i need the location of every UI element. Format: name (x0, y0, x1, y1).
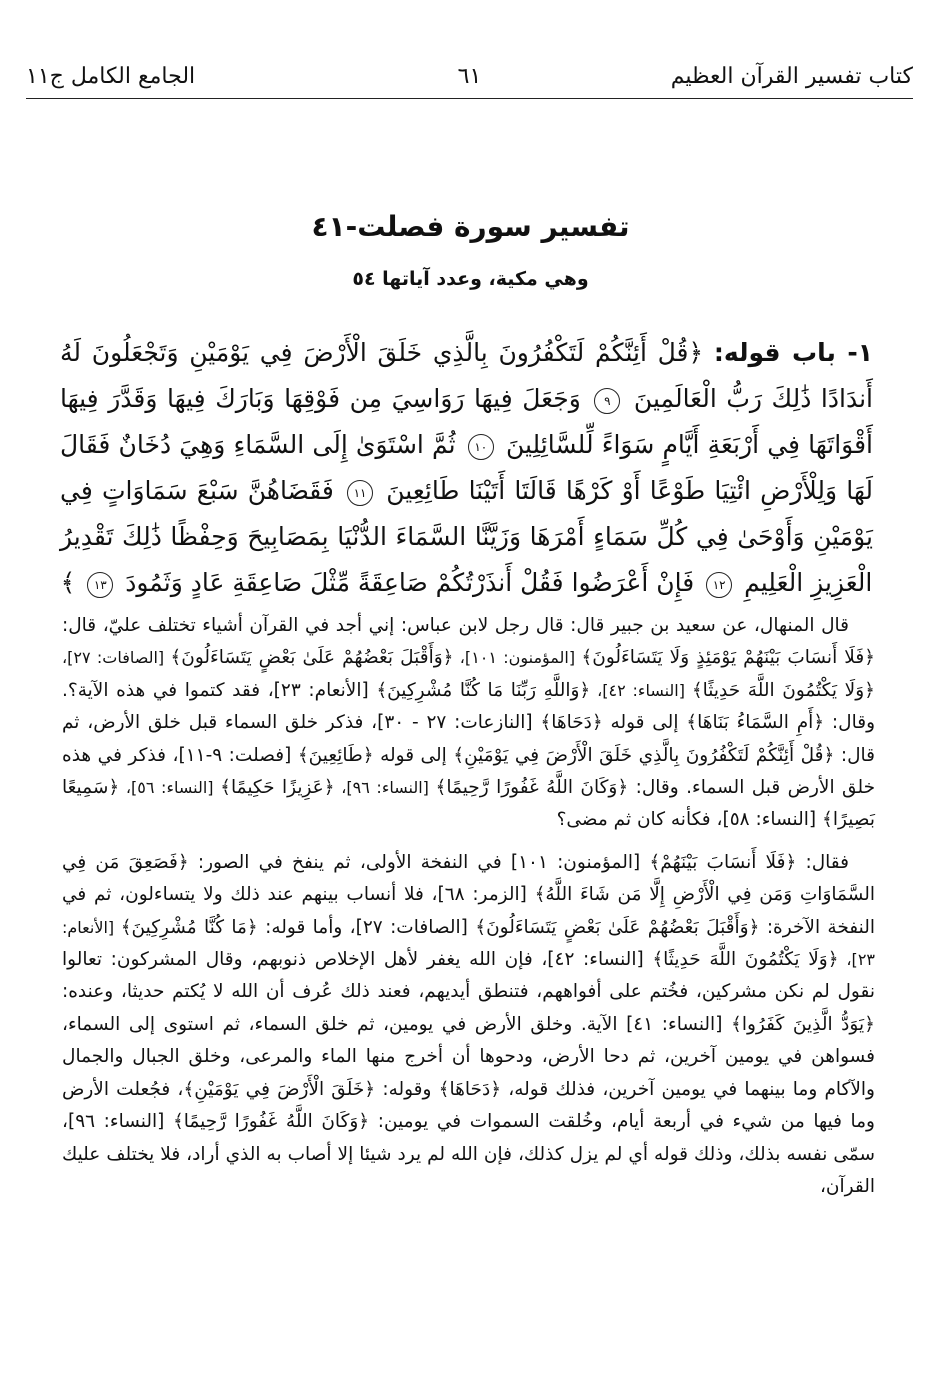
commentary-text: [النساء: ٩٦]، سمّى نفسه بذلك، وذلك قوله أي لم يزل كذلك، فإن الله لم يرد شيئا إلا أصاب به الذي أراد، فلا يختلف عليك القرآن، (62, 1111, 875, 1197)
commentary-text: [النساء: ٩٦]، (334, 778, 436, 798)
quran-quote: ﴿فَلَا أَنسَابَ بَيْنَهُمْ يَوْمَئِذٍ وَلَا يَتَسَاءَلُونَ﴾ (581, 647, 876, 669)
ayah-number-marker: ١٠ (468, 434, 494, 460)
quran-quote: ﴿قُلْ أَئِنَّكُمْ لَتَكْفُرُونَ بِالَّذِي خَلَقَ الْأَرْضَ فِي يَوْمَيْنِ﴾ (453, 744, 835, 766)
commentary (62, 610, 875, 1203)
chapter-verses (60, 330, 873, 606)
verse-text: وَجَعَلَ فِيهَا رَوَاسِيَ مِن فَوْقِهَا وَبَارَكَ فِيهَا وَقَدَّرَ فِيهَا أَقْوَاتَهَا فِي أَرْبَعَةِ أَيَّامٍ سَوَاءً لِّلسَّائِلِينَ (60, 384, 873, 459)
commentary-paragraph (62, 610, 875, 837)
quran-quote: ﴿دَحَاهَا﴾ (540, 712, 603, 734)
commentary-text: قال المنهال، عن سعيد بن جبير قال: قال رجل لابن عباس: إني أجد في القرآن أشياء تختلف عليّ، قال: (62, 615, 849, 636)
quran-quote: ﴿طَائِعِينَ﴾ (297, 744, 374, 766)
verse-close-bracket: ﴾ (60, 568, 76, 597)
quran-quote: ﴿وَلَا يَكْتُمُونَ اللَّهَ حَدِيثًا﴾ (691, 679, 875, 701)
commentary-text: [النساء: ٤٢]، فإن الله يغفر لأهل الإخلاص ذنوبهم، وقال المشركون: تعالوا نقول لم نكن مشركين، فخُتم على أفواههم، فتنطق أيديهم، فعند ذلك عُرف أن الله لا يُكتم حديثا، وعنده: (62, 949, 875, 1003)
quran-quote: ﴿وَاللَّهِ رَبِّنَا مَا كُنَّا مُشْرِكِينَ﴾ (376, 679, 591, 701)
commentary-text: [الأنعام: ٢٣]، (62, 917, 875, 970)
commentary-text: [الزمر: ٦٨]، فلا أنساب بينهم عند ذلك ولا يتساءلون، ثم في النفخة الآخرة: (62, 884, 876, 938)
verse-text: فَإِنْ أَعْرَضُوا فَقُلْ أَنذَرْتُكُمْ صَاعِقَةً مِّثْلَ صَاعِقَةِ عَادٍ وَثَمُودَ (125, 568, 695, 597)
running-header (26, 58, 913, 99)
page-number: ٦١ (457, 64, 482, 89)
quran-quote: ﴿خَلَقَ الْأَرْضَ فِي يَوْمَيْنِ﴾ (183, 1078, 376, 1100)
ayah-number-marker: ١١ (347, 480, 373, 506)
verse-text: ثُمَّ اسْتَوَىٰ إِلَى السَّمَاءِ وَهِيَ دُخَانٌ فَقَالَ لَهَا وَلِلْأَرْضِ ائْتِيَا طَوْعًا أَوْ كَرْهًا قَالَتَا أَتَيْنَا طَائِعِينَ (60, 430, 874, 505)
quran-quote: ﴿أَمِ السَّمَاءُ بَنَاهَا﴾ (686, 712, 825, 734)
verse-text: فَقَضَاهُنَّ سَبْعَ سَمَاوَاتٍ فِي يَوْمَيْنِ وَأَوْحَىٰ فِي كُلِّ سَمَاءٍ أَمْرَهَا وَزَيَّنَّا السَّمَاءَ الدُّنْيَا بِمَصَابِيحَ وَحِفْظًا ذَٰلِكَ تَقْدِيرُ الْعَزِيزِ الْعَلِيمِ (60, 476, 873, 597)
commentary-text: [النساء: ٤١] الآية. وخلق الأرض في يومين، ثم خلق السماء، ثم استوى إلى السماء، فسواهن في يومين آخرين، ثم دحا الأرض، ودحوها أن أخرج منها الماء والمرعى، وخلق الجبال والجمال والآكام وما بينهما في يومين آخرين، فذلك قوله، (62, 1013, 875, 1100)
quran-quote: ﴿عَزِيزًا حَكِيمًا﴾ (220, 777, 335, 799)
commentary-text: ، فجُعلت الأرض وما فيها من شيء في أربعة أيام، وخُلقت السموات في يومين: (62, 1078, 875, 1133)
quran-quote: ﴿وَلَا يَكْتُمُونَ اللَّهَ حَدِيثًا﴾ (652, 949, 839, 971)
chapter-label: ١- باب قوله: (713, 338, 873, 367)
commentary-text: [النساء: ٤٢]، (590, 680, 692, 700)
quran-quote: ﴿وَكَانَ اللَّهُ غَفُورًا رَّحِيمًا﴾ (172, 1111, 370, 1133)
quran-quote: ﴿وَكَانَ اللَّهُ غَفُورًا رَّحِيمًا﴾ (435, 777, 629, 799)
quran-quote: ﴿سَمِيعًا بَصِيرًا﴾ (62, 777, 875, 831)
commentary-text: [المؤمنون: ١٠١] في النفخة الأولى، ثم ينفخ في الصور: (188, 851, 650, 873)
book-title: كتاب تفسير القرآن العظيم (670, 64, 913, 89)
quran-quote: ﴿فَلَا أَنسَابَ بَيْنَهُمْ﴾ (649, 851, 797, 873)
ayah-number-marker: ١٢ (706, 572, 732, 598)
surah-title: تفسير سورة فصلت-٤١ (311, 210, 630, 243)
surah-subtitle: وهي مكية، وعدد آياتها ٥٤ (352, 268, 589, 290)
commentary-text: إلى قوله (373, 744, 454, 766)
quran-quote: ﴿فَصَعِقَ مَن فِي السَّمَاوَاتِ وَمَن فِي الْأَرْضِ إِلَّا مَن شَاءَ اللَّهُ﴾ (62, 851, 875, 906)
quran-quote: ﴿وَأَقْبَلَ بَعْضُهُمْ عَلَىٰ بَعْضٍ يَتَسَاءَلُونَ﴾ (170, 647, 454, 669)
commentary-paragraph (62, 847, 875, 1203)
quran-quote: ﴿مَا كُنَّا مُشْرِكِينَ﴾ (120, 916, 258, 938)
quran-quote: ﴿دَحَاهَا﴾ (438, 1078, 502, 1100)
commentary-text: [الصافات: ٢٧]، وأما قوله: (257, 916, 476, 938)
ayah-number-marker: ١٣ (87, 572, 113, 598)
commentary-text: [الصافات: ٢٧]، (62, 648, 171, 668)
commentary-text: فقال: (796, 851, 849, 873)
commentary-text: [النساء: ٥٨]، فكأنه كان ثم مضى؟ (556, 809, 823, 831)
ayah-number-marker: ٩ (594, 388, 620, 414)
commentary-text: [النساء: ٥٦]، (119, 778, 221, 798)
commentary-text: إلى قوله (602, 712, 687, 734)
commentary-text: وقوله: (375, 1078, 439, 1100)
quran-quote: ﴿وَأَقْبَلَ بَعْضُهُمْ عَلَىٰ بَعْضٍ يَتَسَاءَلُونَ﴾ (475, 916, 760, 938)
volume-label: الجامع الكامل ج١١ (26, 64, 196, 89)
commentary-text: [فصلت: ٩-١١]، فذكر في هذه خلق الأرض قبل السماء. وقال: (62, 744, 876, 799)
commentary-text: [الأنعام: ٢٣]، فقد كتموا في هذه الآية؟. وقال: (62, 679, 876, 734)
commentary-text: [النازعات: ٢٧ - ٣٠]، فذكر خلق السماء قبل خلق الأرض، ثم قال: (62, 712, 875, 766)
quran-quote: ﴿يَوَدُّ الَّذِينَ كَفَرُوا﴾ (731, 1013, 875, 1035)
verse-text: ﴿قُلْ أَئِنَّكُمْ لَتَكْفُرُونَ بِالَّذِي خَلَقَ الْأَرْضَ فِي يَوْمَيْنِ وَتَجْعَلُونَ لَهُ أَندَادًا ذَٰلِكَ رَبُّ الْعَالَمِينَ (60, 338, 873, 413)
commentary-text: [المؤمنون: ١٠١]، (453, 648, 582, 668)
